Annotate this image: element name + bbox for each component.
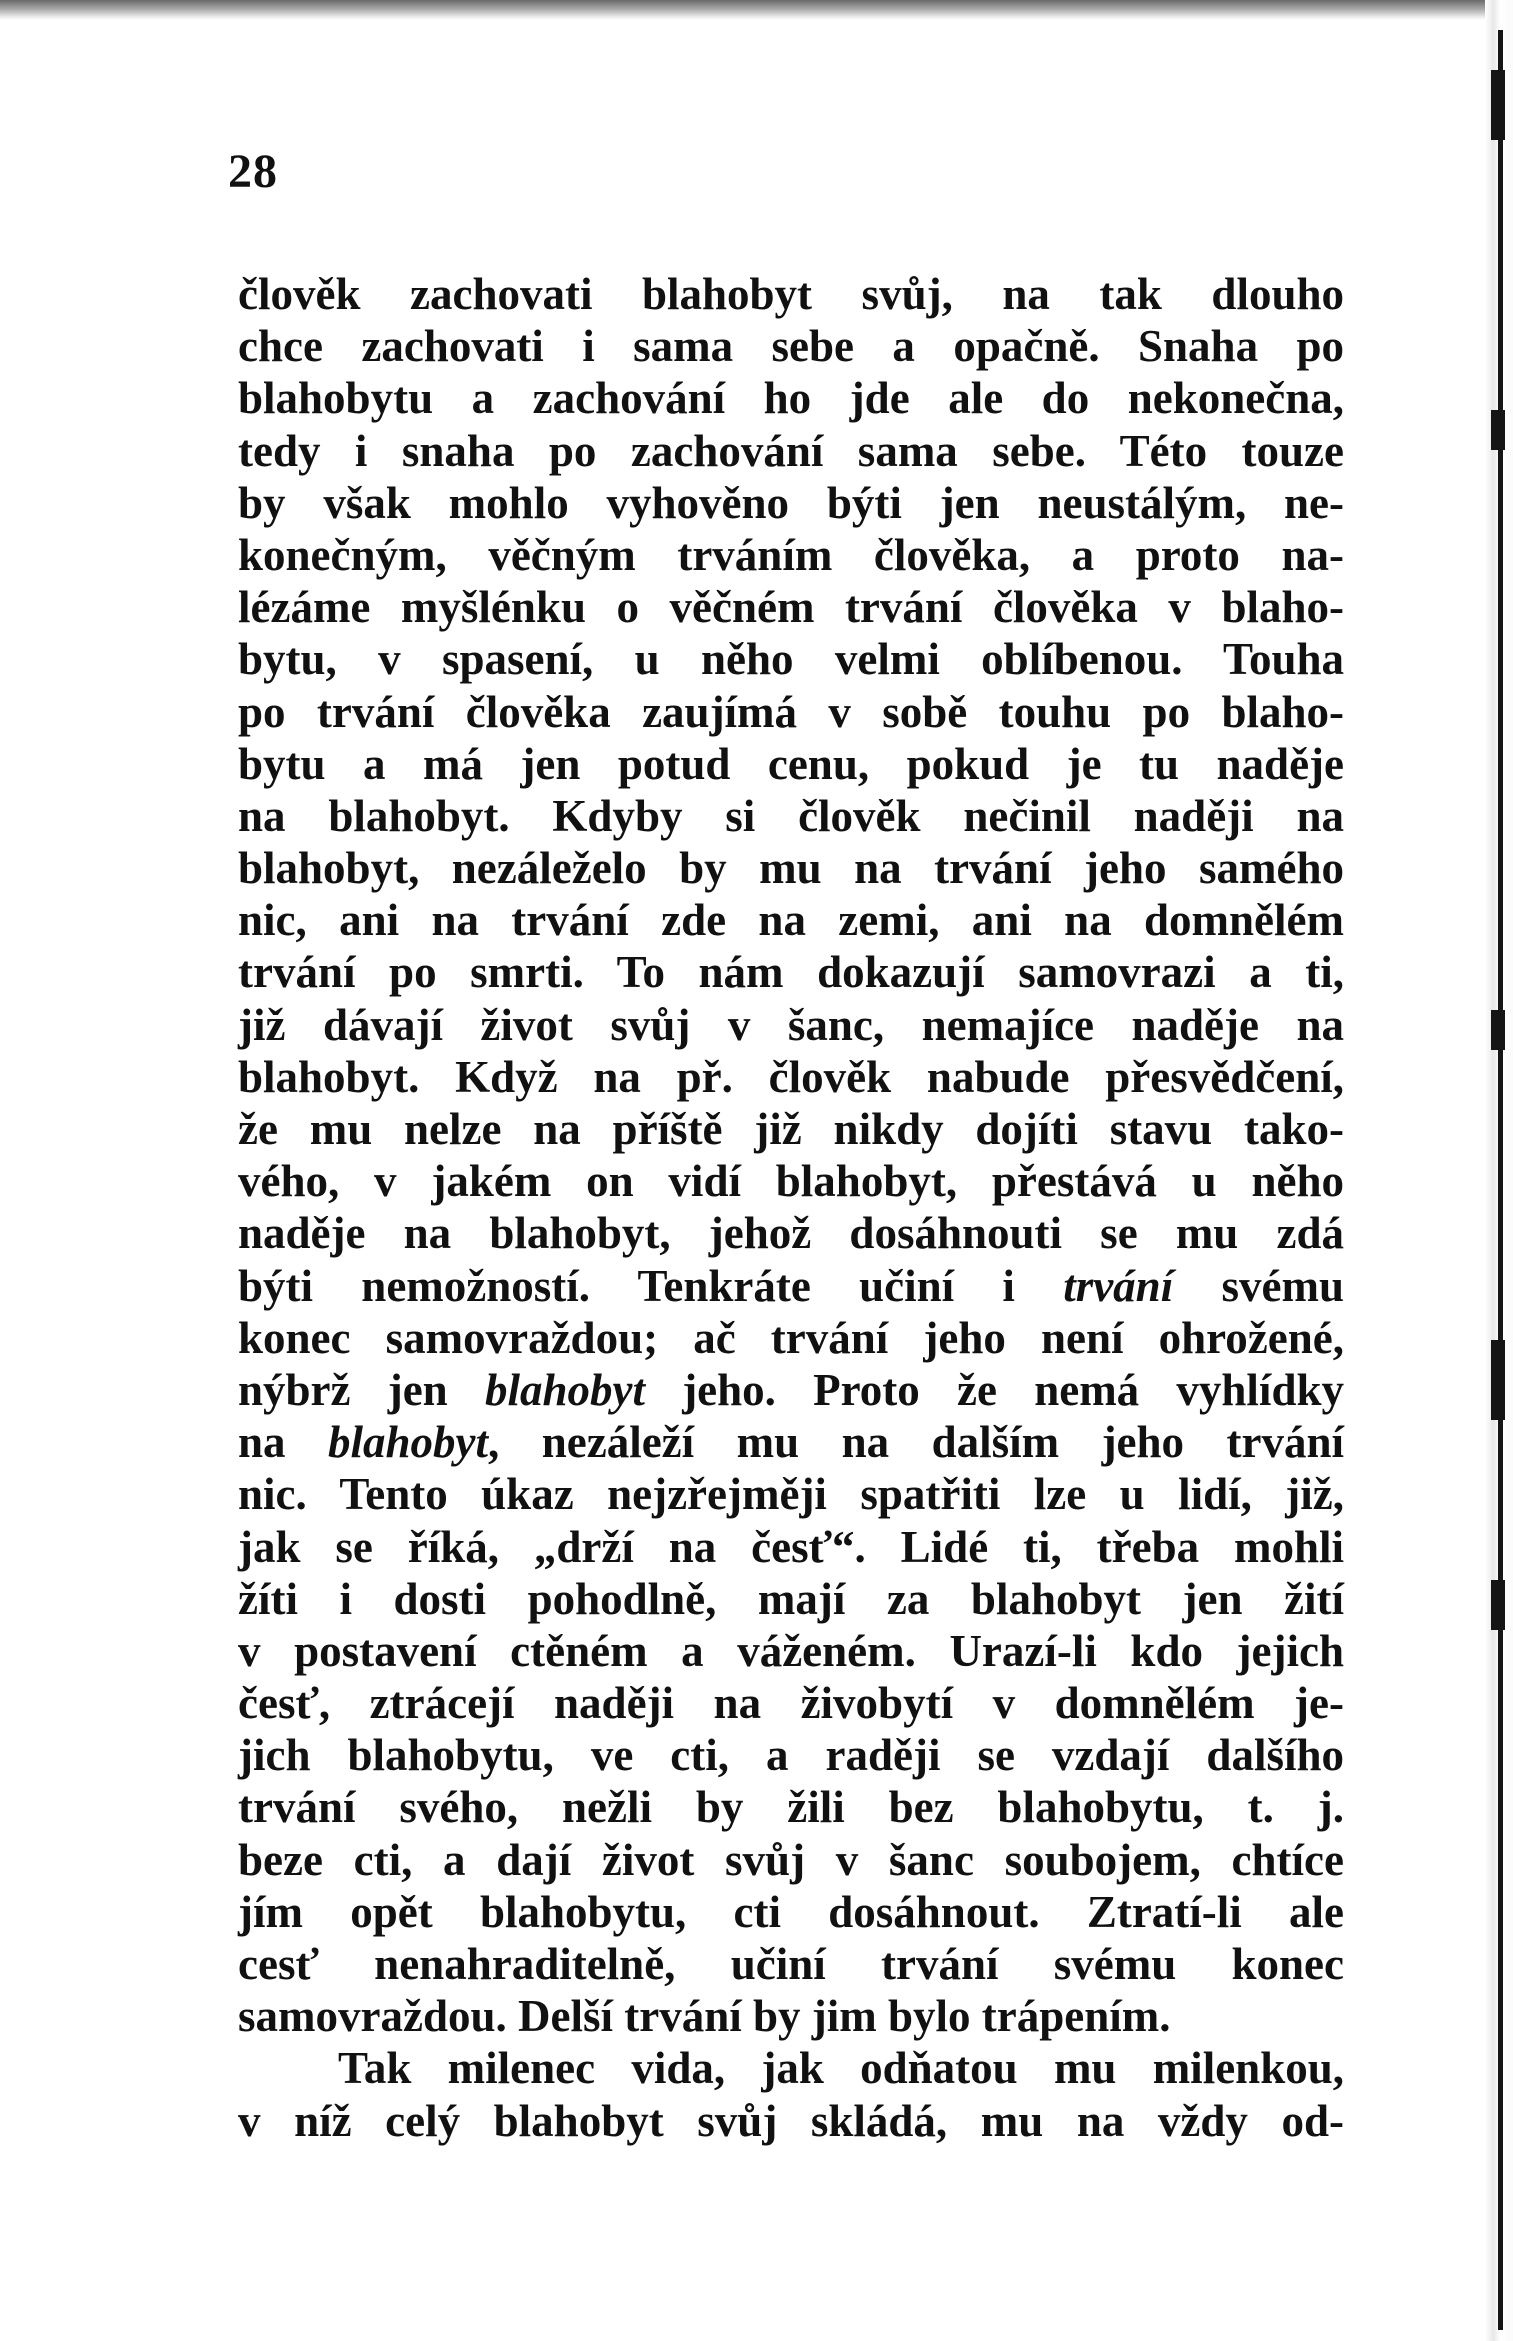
text-line: člověk zachovati blahobyt svůj, na tak dlouho bbox=[238, 269, 1344, 319]
text-line: blahobytu a zachování ho jde ale do nekonečna, bbox=[238, 373, 1344, 424]
text-line: beze cti, a dají život svůj v šanc soubojem, chtíce bbox=[238, 1834, 1344, 1885]
scan-mark bbox=[1491, 1010, 1505, 1050]
scan-mark bbox=[1491, 1580, 1505, 1630]
text-line: naděje na blahobyt, jehož dosáhnouti se mu zdá bbox=[238, 1208, 1344, 1259]
text-line: na blahobyt, nezáleží mu na dalším jeho trvání bbox=[238, 1417, 1345, 1468]
text-line: cesť nenahraditelně, učiní trvání svému konec bbox=[238, 1939, 1344, 1989]
text-line: konečným, věčným trváním člověka, a proto na- bbox=[238, 529, 1344, 580]
text-line: jím opět blahobytu, cti dosáhnout. Ztratí-li ale bbox=[238, 1886, 1344, 1937]
text-line: jak se říká, „drží na česť“. Lidé ti, třeba mohli bbox=[238, 1521, 1344, 1572]
italic-emphasis: trvání bbox=[1063, 1260, 1174, 1311]
text-line: v postavení ctěném a váženém. Urazí-li kdo jejich bbox=[238, 1625, 1344, 1676]
text-line: bytu a má jen potud cenu, pokud je tu naděje bbox=[238, 738, 1344, 789]
text-line: chce zachovati i sama sebe a opačně. Snaha po bbox=[238, 321, 1344, 372]
page-number: 28 bbox=[228, 145, 278, 198]
text-line: blahobyt, nezáleželo by mu na trvání jeho samého bbox=[238, 843, 1344, 894]
scan-mark bbox=[1491, 410, 1505, 450]
text-line: trvání svého, nežli by žili bez blahobytu, t. j. bbox=[238, 1782, 1344, 1833]
text-line: bytu, v spasení, u něho velmi oblíbenou. Touha bbox=[238, 634, 1344, 685]
scan-binding-line bbox=[1498, 30, 1503, 2330]
text-line: česť, ztrácejí naději na živobytí v domnělém je- bbox=[238, 1678, 1344, 1729]
text-line: nic. Tento úkaz nejzřejměji spatřiti lze u lidí, již, bbox=[238, 1469, 1344, 1520]
scan-mark bbox=[1491, 70, 1505, 140]
text-line: na blahobyt. Kdyby si člověk nečinil naději na bbox=[238, 790, 1344, 841]
text-line: býti nemožností. Tenkráte učiní i trvání svému bbox=[238, 1260, 1344, 1311]
text-line: nýbrž jen blahobyt jeho. Proto že nemá vyhlídky bbox=[238, 1364, 1344, 1415]
scan-top-edge bbox=[0, 0, 1513, 20]
italic-emphasis: blahobyt bbox=[328, 1417, 489, 1468]
italic-emphasis: blahobyt bbox=[484, 1364, 645, 1415]
text-line: nic, ani na trvání zde na zemi, ani na domnělém bbox=[238, 895, 1344, 946]
text-line: blahobyt. Když na př. člověk nabude přesvědčení, bbox=[238, 1051, 1344, 1102]
text-line: Tak milenec vida, jak odňatou mu milenkou, bbox=[338, 2043, 1344, 2094]
text-line: by však mohlo vyhověno býti jen neustálým, ne- bbox=[238, 477, 1344, 528]
text-line: v níž celý blahobyt svůj skládá, mu na vždy od- bbox=[238, 2095, 1344, 2146]
text-line: po trvání člověka zaujímá v sobě touhu po blaho- bbox=[238, 686, 1344, 737]
text-line: tedy i snaha po zachování sama sebe. Této touze bbox=[238, 425, 1344, 476]
page-body bbox=[238, 268, 1344, 2147]
text-line: trvání po smrti. To nám dokazují samovrazi a ti, bbox=[238, 947, 1344, 998]
text-line: lézáme myšlénku o věčném trvání člověka v blaho- bbox=[238, 582, 1344, 633]
text-line: konec samovraždou; ač trvání jeho není ohrožené, bbox=[238, 1312, 1344, 1363]
scan-mark bbox=[1491, 1340, 1505, 1420]
text-line: žíti i dosti pohodlně, mají za blahobyt jen žití bbox=[238, 1573, 1344, 1624]
text-line: již dávají život svůj v šanc, nemajíce naděje na bbox=[238, 999, 1344, 1050]
text-line: že mu nelze na příště již nikdy dojíti stavu tako- bbox=[238, 1104, 1344, 1154]
text-line: jich blahobytu, ve cti, a raději se vzdají dalšího bbox=[238, 1730, 1344, 1781]
text-line: samovraždou. Delší trvání by jim bylo trápením. bbox=[238, 1991, 1171, 2042]
text-line: vého, v jakém on vidí blahobyt, přestává u něho bbox=[238, 1156, 1344, 1207]
